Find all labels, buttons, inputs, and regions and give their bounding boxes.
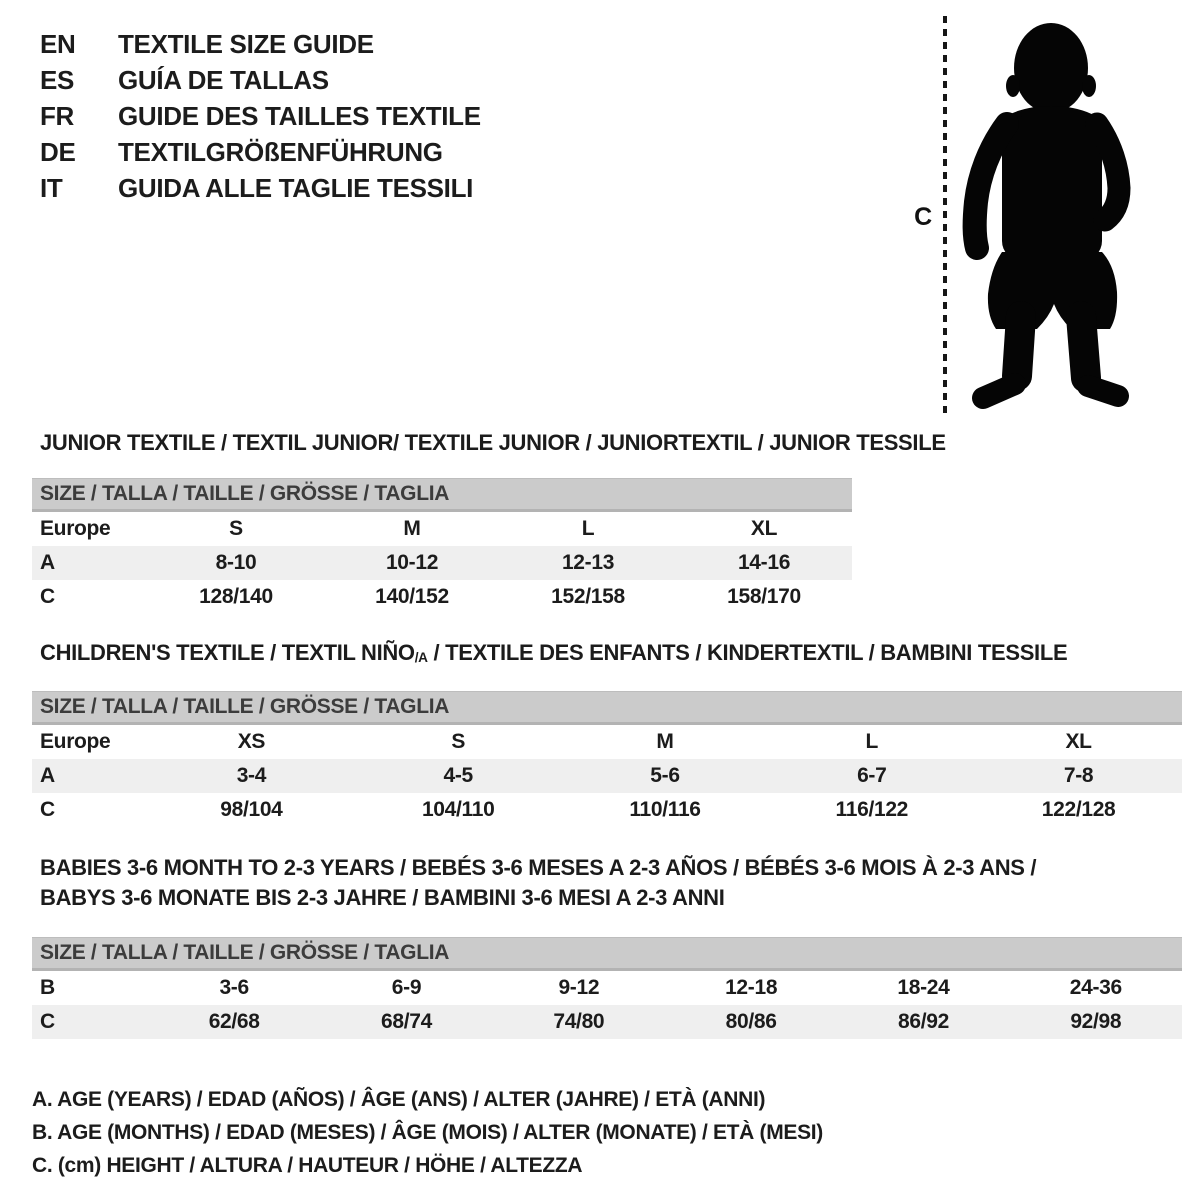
height-measure-figure xyxy=(903,16,1131,418)
size-cell: 4-5 xyxy=(443,764,473,787)
section-childrens-textile xyxy=(32,640,1182,827)
table-row xyxy=(32,725,1182,759)
size-cell: 80/86 xyxy=(725,1010,777,1033)
guide-title: TEXTILGRÖßENFÜHRUNG xyxy=(118,137,443,167)
guide-title: GUIDA ALLE TAGLIE TESSILI xyxy=(118,173,474,203)
language-row xyxy=(40,62,481,98)
guide-title: GUÍA DE TALLAS xyxy=(118,65,329,95)
size-cell: XL xyxy=(1065,730,1092,753)
size-cell: 98/104 xyxy=(220,798,283,821)
size-cell: 5-6 xyxy=(650,764,680,787)
section-babies-textile xyxy=(32,853,1182,1039)
size-cell: 3-6 xyxy=(219,976,249,999)
section-junior-textile xyxy=(32,430,1182,614)
table-row xyxy=(32,1005,1182,1039)
language-title-list xyxy=(40,26,481,206)
language-code: IT xyxy=(40,173,63,203)
language-code: EN xyxy=(40,29,76,59)
row-label: B xyxy=(40,976,55,999)
language-row xyxy=(40,134,481,170)
size-cell: 74/80 xyxy=(553,1010,605,1033)
size-cell: 158/170 xyxy=(727,585,801,608)
heading-text: CHILDREN'S TEXTILE / TEXTIL NIÑO xyxy=(40,640,415,665)
heading-subscript: /A xyxy=(414,649,428,665)
guide-title: GUIDE DES TAILLES TEXTILE xyxy=(118,101,481,131)
table-row xyxy=(32,546,852,580)
size-cell: 3-4 xyxy=(236,764,267,787)
table-row xyxy=(32,580,852,614)
size-cell: 86/92 xyxy=(898,1010,949,1033)
legend-line-height-cm: C. (cm) HEIGHT / ALTURA / HAUTEUR / HÖHE / ALTEZZA xyxy=(32,1154,583,1177)
row-label: C xyxy=(40,585,55,608)
size-cell: M xyxy=(403,517,421,540)
height-dashed-line-icon xyxy=(943,16,947,418)
babies-size-table xyxy=(32,937,1182,1039)
size-guide-content xyxy=(32,430,1182,1182)
size-cell: 122/128 xyxy=(1041,798,1116,821)
legend-line-age-years: A. AGE (YEARS) / EDAD (AÑOS) / ÂGE (ANS) / ALTER (JAHRE) / ETÀ (ANNI) xyxy=(32,1088,766,1111)
legend-line-age-months: B. AGE (MONTHS) / EDAD (MESES) / ÂGE (MOIS) / ALTER (MONATE) / ETÀ (MESI) xyxy=(32,1121,823,1144)
height-measure-label: C xyxy=(914,202,932,231)
row-label: A xyxy=(40,764,55,787)
size-cell: 7-8 xyxy=(1063,764,1094,787)
size-cell: 9-12 xyxy=(558,976,600,999)
section-heading: JUNIOR TEXTILE / TEXTIL JUNIOR/ TEXTILE JUNIOR / JUNIORTEXTIL / JUNIOR TESSILE xyxy=(40,430,946,455)
row-label: A xyxy=(40,551,55,574)
section-heading xyxy=(40,640,1182,669)
size-cell: XS xyxy=(237,730,266,753)
section-heading xyxy=(40,853,1182,913)
size-cell: S xyxy=(229,517,243,540)
size-cell: 24-36 xyxy=(1069,976,1122,999)
size-cell: 152/158 xyxy=(551,585,625,608)
size-cell: 12-18 xyxy=(725,976,778,999)
size-cell: XL xyxy=(750,517,778,540)
size-cell: 6-9 xyxy=(391,976,422,999)
size-cell: S xyxy=(451,730,466,753)
size-cell: 68/74 xyxy=(381,1010,432,1033)
heading-line: BABYS 3-6 MONATE BIS 2-3 JAHRE / BAMBINI 3-6 MESI A 2-3 ANNI xyxy=(40,885,725,910)
size-cell: 10-12 xyxy=(385,551,439,574)
heading-text: / TEXTILE DES ENFANTS / KINDERTEXTIL / BAMBINI TESSILE xyxy=(427,640,1068,665)
children-size-table xyxy=(32,691,1182,827)
size-cell: 104/110 xyxy=(421,798,495,821)
size-cell: 128/140 xyxy=(199,585,273,608)
table-row xyxy=(32,793,1182,827)
baby-toddler-silhouette-icon xyxy=(961,18,1131,418)
table-row xyxy=(32,759,1182,793)
size-cell: 92/98 xyxy=(1070,1010,1122,1033)
size-cell: 140/152 xyxy=(375,585,449,608)
measure-legend xyxy=(32,1083,1182,1182)
size-cell: 8-10 xyxy=(215,551,257,574)
size-cell: L xyxy=(581,517,595,540)
row-label: C xyxy=(40,1010,55,1033)
size-cell: 6-7 xyxy=(857,764,887,787)
row-label: Europe xyxy=(40,517,111,540)
language-code: FR xyxy=(40,101,75,131)
language-code: DE xyxy=(40,137,76,167)
language-row xyxy=(40,98,481,134)
table-row xyxy=(32,512,852,546)
size-cell: L xyxy=(865,730,879,753)
size-cell: 110/116 xyxy=(629,798,701,821)
size-cell: 62/68 xyxy=(208,1010,260,1033)
size-cell: 116/122 xyxy=(835,798,909,821)
size-table-header: SIZE / TALLA / TAILLE / GRÖSSE / TAGLIA xyxy=(32,937,1182,971)
language-code: ES xyxy=(40,65,75,95)
size-table-header: SIZE / TALLA / TAILLE / GRÖSSE / TAGLIA xyxy=(32,691,1182,725)
row-label: Europe xyxy=(40,730,111,753)
language-row xyxy=(40,26,481,62)
junior-size-table xyxy=(32,478,852,614)
heading-line: BABIES 3-6 MONTH TO 2-3 YEARS / BEBÉS 3-6 MESES A 2-3 AÑOS / BÉBÉS 3-6 MOIS À 2-3 ANS / xyxy=(40,855,1037,880)
size-cell: M xyxy=(656,730,674,753)
guide-title: TEXTILE SIZE GUIDE xyxy=(118,29,374,59)
row-label: C xyxy=(40,798,55,821)
table-row xyxy=(32,971,1182,1005)
size-cell: 12-13 xyxy=(561,551,615,574)
size-cell: 18-24 xyxy=(897,976,950,999)
language-row xyxy=(40,170,481,206)
size-table-header: SIZE / TALLA / TAILLE / GRÖSSE / TAGLIA xyxy=(32,478,852,512)
size-cell: 14-16 xyxy=(737,551,791,574)
